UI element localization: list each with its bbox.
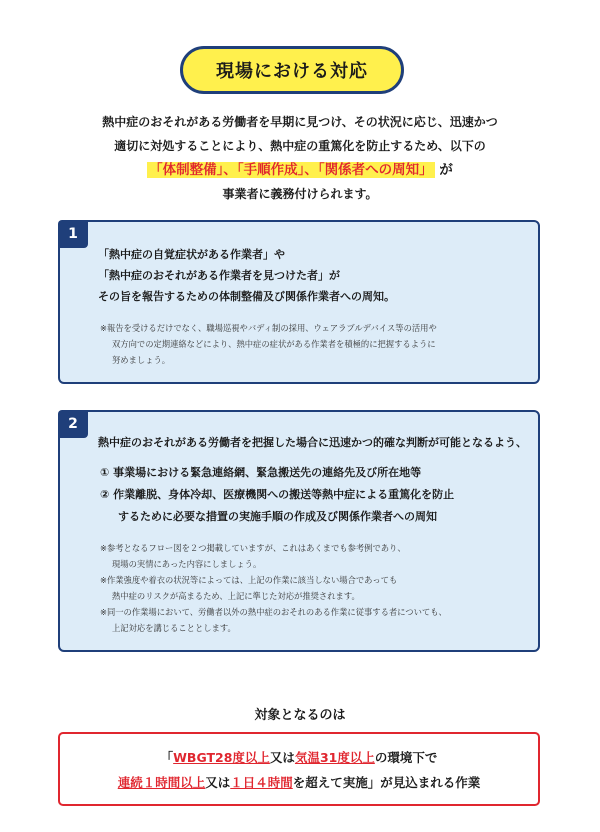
continuous-duration-condition: 連続１時間以上 (117, 775, 206, 790)
card-note: ※報告を受けるだけでなく、職場巡視やバディ制の採用、ウェアラブルデバイス等の活用や 双方向での定期連絡などにより、熱中症の症状がある作業者を積極的に把握するように 努めましょう。 (100, 323, 437, 365)
intro-line-4: 事業者に義務付けられます。 (222, 187, 378, 201)
highlight-system: 「体制整備」、「手順作成」、「関係者への周知」 (149, 162, 433, 178)
intro-highlight-line (0, 158, 600, 182)
target-line-2: 連続１時間以上又は１日４時間を超えて実施」が見込まれる作業 (117, 775, 481, 790)
target-conditions-box (58, 732, 540, 806)
list-item: ② 作業離脱、身体冷却、医療機関への搬送等熱中症による重篤化を防止 (100, 488, 455, 501)
card-reporting-system (58, 220, 540, 384)
temperature-condition: 気温31度以上 (294, 750, 375, 765)
list-item-continued: するために必要な措置の実施手順の作成及び関係作業者への周知 (118, 510, 437, 523)
card-number: 2 (58, 410, 88, 438)
card-number: 1 (58, 220, 88, 248)
target-heading: 対象となるのは (254, 708, 346, 723)
intro-line-1: 熱中症のおそれがある労働者を早期に見つけ、その状況に応じ、迅速かつ (102, 115, 498, 129)
card-main-text: 「熱中症の自覚症状がある作業者」や 「熱中症のおそれがある作業者を見つけた者」が その旨を報告するための体制整備及び関係作業者への周知。 (98, 248, 395, 303)
page-title: 現場における対応 (180, 46, 404, 94)
procedure-list (100, 462, 454, 528)
card-notes: ※参考となるフロー図を２つ掲載していますが、これはあくまでも参考例であり、 現場の実情にあった内容にしましょう。 ※作業強度や着衣の状況等によっては、上記の作業に該当しない場合であっても 熱中症のリスクが高まるため、上記に準じた対応が推奨されます。 ※同一の作業場において、労働者以外の熱中症のおそれのある作業に従事する者についても、 上記対応を講じることとします。 (100, 543, 447, 633)
intro-line-2: 適切に対処することにより、熱中症の重篤化を防止するため、以下の (114, 139, 486, 153)
list-item: ① 事業場における緊急連絡網、緊急搬送先の連絡先及び所在地等 (100, 466, 422, 479)
highlight-suffix: が (439, 162, 453, 178)
card-procedure (58, 410, 540, 652)
target-line-1: 「WBGT28度以上又は気温31度以上の環境下で (160, 750, 438, 765)
intro-text (0, 110, 600, 206)
card-main-text: 熱中症のおそれがある労働者を把握した場合に迅速かつ的確な判断が可能となるよう、 (98, 436, 527, 449)
wbgt-condition: WBGT28度以上 (173, 750, 270, 765)
daily-duration-condition: １日４時間 (230, 775, 293, 790)
